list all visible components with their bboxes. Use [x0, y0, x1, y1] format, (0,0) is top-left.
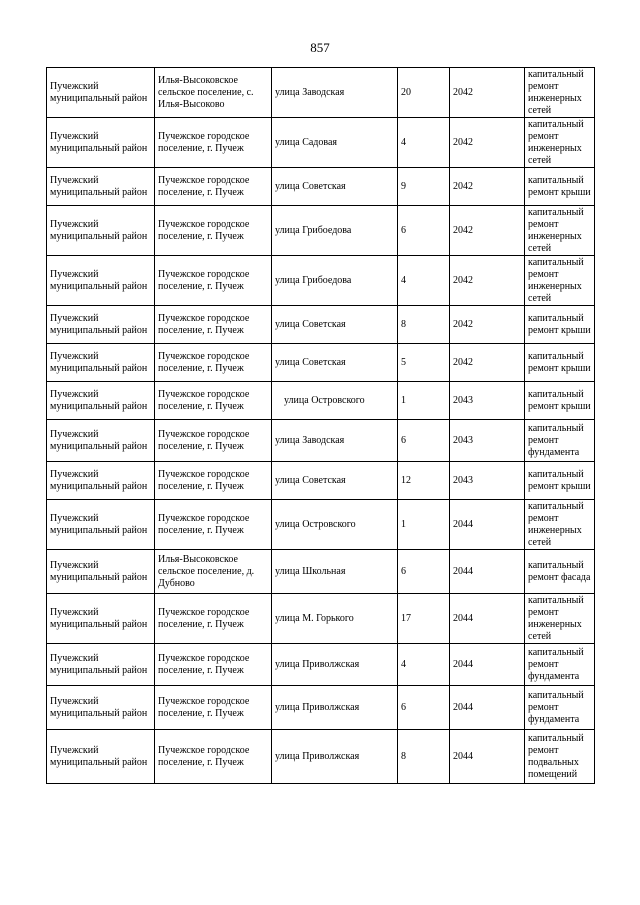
- work-type-cell: капитальный ремонт крыши: [525, 306, 595, 344]
- work-type-cell: капитальный ремонт крыши: [525, 462, 595, 500]
- district-cell: Пучежский муниципальный район: [47, 462, 155, 500]
- settlement-cell: Пучежское городское поселение, г. Пучеж: [155, 462, 272, 500]
- street-cell: улица Советская: [272, 306, 398, 344]
- year-cell: 2042: [450, 344, 525, 382]
- street-cell: улица Приволжская: [272, 730, 398, 784]
- table-row: [47, 118, 595, 168]
- table-row: [47, 382, 595, 420]
- table-row: [47, 206, 595, 256]
- district-cell: Пучежский муниципальный район: [47, 500, 155, 550]
- house-number-cell: 20: [398, 68, 450, 118]
- street-cell: улица М. Горького: [272, 594, 398, 644]
- street-cell: улица Заводская: [272, 420, 398, 462]
- district-cell: Пучежский муниципальный район: [47, 68, 155, 118]
- work-type-cell: капитальный ремонт крыши: [525, 382, 595, 420]
- house-number-cell: 8: [398, 730, 450, 784]
- table-row: [47, 594, 595, 644]
- street-cell: улица Приволжская: [272, 644, 398, 686]
- year-cell: 2044: [450, 550, 525, 594]
- street-cell: улица Приволжская: [272, 686, 398, 730]
- year-cell: 2044: [450, 594, 525, 644]
- settlement-cell: Илья-Высоковское сельское поселение, с. Илья-Высоково: [155, 68, 272, 118]
- house-number-cell: 6: [398, 550, 450, 594]
- year-cell: 2042: [450, 168, 525, 206]
- year-cell: 2043: [450, 420, 525, 462]
- street-cell: улица Грибоедова: [272, 206, 398, 256]
- table-row: [47, 550, 595, 594]
- house-number-cell: 8: [398, 306, 450, 344]
- house-number-cell: 5: [398, 344, 450, 382]
- work-type-cell: капитальный ремонт фундамента: [525, 686, 595, 730]
- district-cell: Пучежский муниципальный район: [47, 686, 155, 730]
- year-cell: 2042: [450, 68, 525, 118]
- work-type-cell: капитальный ремонт фасада: [525, 550, 595, 594]
- house-number-cell: 4: [398, 644, 450, 686]
- street-cell: улица Заводская: [272, 68, 398, 118]
- table-row: [47, 344, 595, 382]
- settlement-cell: Пучежское городское поселение, г. Пучеж: [155, 206, 272, 256]
- district-cell: Пучежский муниципальный район: [47, 644, 155, 686]
- work-type-cell: капитальный ремонт инженерных сетей: [525, 206, 595, 256]
- work-type-cell: капитальный ремонт фундамента: [525, 644, 595, 686]
- settlement-cell: Пучежское городское поселение, г. Пучеж: [155, 644, 272, 686]
- street-cell: улица Островского: [272, 500, 398, 550]
- house-number-cell: 4: [398, 256, 450, 306]
- work-type-cell: капитальный ремонт инженерных сетей: [525, 500, 595, 550]
- district-cell: Пучежский муниципальный район: [47, 256, 155, 306]
- house-number-cell: 6: [398, 686, 450, 730]
- year-cell: 2044: [450, 500, 525, 550]
- district-cell: Пучежский муниципальный район: [47, 206, 155, 256]
- table-row: [47, 420, 595, 462]
- settlement-cell: Пучежское городское поселение, г. Пучеж: [155, 686, 272, 730]
- work-type-cell: капитальный ремонт крыши: [525, 168, 595, 206]
- work-type-cell: капитальный ремонт подвальных помещений: [525, 730, 595, 784]
- year-cell: 2044: [450, 644, 525, 686]
- table-row: [47, 256, 595, 306]
- settlement-cell: Пучежское городское поселение, г. Пучеж: [155, 420, 272, 462]
- street-cell: улица Советская: [272, 344, 398, 382]
- house-number-cell: 9: [398, 168, 450, 206]
- work-type-cell: капитальный ремонт инженерных сетей: [525, 256, 595, 306]
- settlement-cell: Пучежское городское поселение, г. Пучеж: [155, 256, 272, 306]
- work-type-cell: капитальный ремонт инженерных сетей: [525, 68, 595, 118]
- district-cell: Пучежский муниципальный район: [47, 306, 155, 344]
- house-number-cell: 1: [398, 500, 450, 550]
- house-number-cell: 4: [398, 118, 450, 168]
- year-cell: 2044: [450, 730, 525, 784]
- table-row: [47, 730, 595, 784]
- table-row: [47, 168, 595, 206]
- district-cell: Пучежский муниципальный район: [47, 344, 155, 382]
- district-cell: Пучежский муниципальный район: [47, 382, 155, 420]
- district-cell: Пучежский муниципальный район: [47, 550, 155, 594]
- table-row: [47, 686, 595, 730]
- settlement-cell: Пучежское городское поселение, г. Пучеж: [155, 382, 272, 420]
- street-cell: улица Школьная: [272, 550, 398, 594]
- settlement-cell: Пучежское городское поселение, г. Пучеж: [155, 306, 272, 344]
- year-cell: 2043: [450, 462, 525, 500]
- settlement-cell: Илья-Высоковское сельское поселение, д. Дубново: [155, 550, 272, 594]
- table-row: [47, 462, 595, 500]
- year-cell: 2043: [450, 382, 525, 420]
- settlement-cell: Пучежское городское поселение, г. Пучеж: [155, 344, 272, 382]
- year-cell: 2042: [450, 306, 525, 344]
- house-number-cell: 17: [398, 594, 450, 644]
- house-number-cell: 6: [398, 206, 450, 256]
- street-cell: улица Островского: [272, 382, 398, 420]
- settlement-cell: Пучежское городское поселение, г. Пучеж: [155, 594, 272, 644]
- house-number-cell: 12: [398, 462, 450, 500]
- street-cell: улица Садовая: [272, 118, 398, 168]
- page-number: 857: [310, 40, 330, 55]
- district-cell: Пучежский муниципальный район: [47, 730, 155, 784]
- table-row: [47, 306, 595, 344]
- district-cell: Пучежский муниципальный район: [47, 118, 155, 168]
- table-row: [47, 68, 595, 118]
- district-cell: Пучежский муниципальный район: [47, 420, 155, 462]
- street-cell: улица Советская: [272, 462, 398, 500]
- settlement-cell: Пучежское городское поселение, г. Пучеж: [155, 168, 272, 206]
- work-type-cell: капитальный ремонт фундамента: [525, 420, 595, 462]
- street-cell: улица Грибоедова: [272, 256, 398, 306]
- settlement-cell: Пучежское городское поселение, г. Пучеж: [155, 500, 272, 550]
- work-type-cell: капитальный ремонт инженерных сетей: [525, 118, 595, 168]
- district-cell: Пучежский муниципальный район: [47, 168, 155, 206]
- year-cell: 2044: [450, 686, 525, 730]
- district-cell: Пучежский муниципальный район: [47, 594, 155, 644]
- street-cell: улица Советская: [272, 168, 398, 206]
- house-number-cell: 6: [398, 420, 450, 462]
- settlement-cell: Пучежское городское поселение, г. Пучеж: [155, 118, 272, 168]
- work-type-cell: капитальный ремонт инженерных сетей: [525, 594, 595, 644]
- year-cell: 2042: [450, 118, 525, 168]
- house-number-cell: 1: [398, 382, 450, 420]
- table-row: [47, 644, 595, 686]
- year-cell: 2042: [450, 206, 525, 256]
- settlement-cell: Пучежское городское поселение, г. Пучеж: [155, 730, 272, 784]
- repair-schedule-table: [46, 67, 595, 784]
- table-row: [47, 500, 595, 550]
- year-cell: 2042: [450, 256, 525, 306]
- work-type-cell: капитальный ремонт крыши: [525, 344, 595, 382]
